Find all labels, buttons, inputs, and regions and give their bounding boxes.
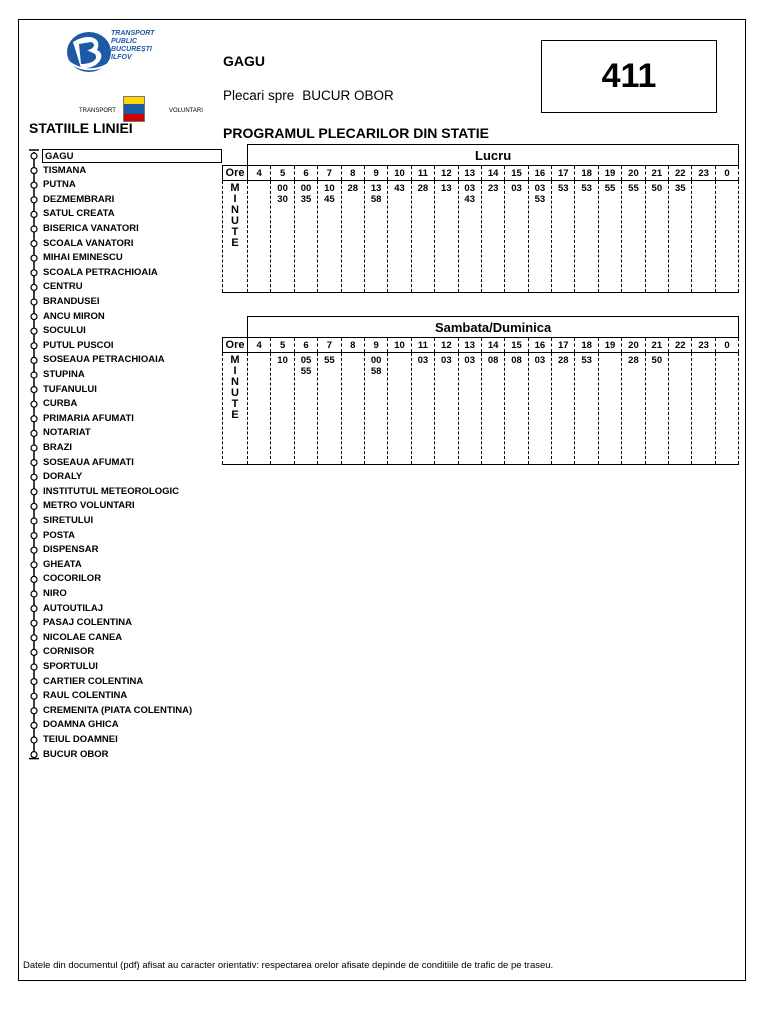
stop-marker bbox=[31, 299, 37, 305]
minutes-cell bbox=[575, 353, 598, 465]
stop-name: CURBA bbox=[43, 398, 78, 410]
departure-minute: 35 bbox=[674, 183, 686, 194]
hour-cell: 9 bbox=[364, 338, 387, 353]
departure-minute: 53 bbox=[581, 183, 592, 194]
hour-cell: 15 bbox=[505, 166, 528, 181]
hour-cell: 10 bbox=[388, 166, 411, 181]
minutes-cell bbox=[458, 353, 481, 465]
stop-marker bbox=[31, 211, 37, 217]
minutes-cell bbox=[318, 181, 341, 293]
hour-cell: 15 bbox=[505, 338, 528, 353]
stop-marker bbox=[31, 562, 37, 568]
departure-minute: 28 bbox=[417, 183, 429, 194]
departure-minute: 35 bbox=[300, 194, 312, 205]
minutes-label-letter: I bbox=[233, 365, 237, 377]
stop-marker bbox=[31, 153, 37, 159]
minutes-cell bbox=[458, 181, 481, 293]
stop-marker bbox=[31, 503, 37, 509]
minutes-cell bbox=[318, 353, 341, 465]
departure-minute: 00 bbox=[277, 183, 288, 194]
hours-label: Ore bbox=[223, 166, 248, 181]
stop-name: NOTARIAT bbox=[43, 427, 91, 439]
departure-minute: 53 bbox=[581, 355, 592, 366]
route-number: 411 bbox=[541, 40, 717, 113]
hour-cell: 17 bbox=[552, 338, 575, 353]
stop-name: SPORTULUI bbox=[43, 661, 98, 672]
departure-minute: 03 bbox=[511, 183, 522, 194]
footer-note: Datele din documentul (pdf) afisat au caracter orientativ: respectarea orelor afisate depinde de conditiile de trafic de pe traseu. bbox=[23, 960, 554, 971]
stop-name: CENTRU bbox=[43, 281, 83, 293]
hour-cell: 17 bbox=[552, 166, 575, 181]
logo-voluntari-label: VOLUNTARI bbox=[169, 108, 203, 114]
stop-name: BRAZI bbox=[43, 442, 73, 453]
minutes-cell bbox=[552, 181, 575, 293]
hour-cell: 23 bbox=[692, 166, 715, 181]
stop-name: SCOALA PETRACHIOAIA bbox=[43, 266, 158, 278]
departure-minute: 30 bbox=[277, 194, 288, 205]
stop-name: METRO VOLUNTARI bbox=[43, 500, 135, 512]
minutes-cell bbox=[388, 181, 411, 293]
stop-marker bbox=[31, 197, 37, 203]
hour-cell: 7 bbox=[318, 166, 341, 181]
stop-marker bbox=[31, 606, 37, 612]
stop-name: BUCUR OBOR bbox=[43, 748, 109, 760]
stop-name: INSTITUTUL METEOROLOGIC bbox=[43, 485, 179, 497]
day-type-title: Lucru bbox=[248, 145, 739, 166]
blank-cell bbox=[223, 145, 248, 166]
stop-marker bbox=[31, 387, 37, 393]
minutes-label-letter: M bbox=[230, 354, 240, 366]
current-stop: GAGU bbox=[42, 149, 222, 163]
departure-minute: 53 bbox=[557, 183, 569, 194]
minutes-cell bbox=[715, 181, 738, 293]
stop-marker bbox=[31, 168, 37, 174]
hour-cell: 18 bbox=[575, 338, 598, 353]
departure-minute: 58 bbox=[370, 194, 382, 205]
minutes-label bbox=[223, 181, 248, 293]
departure-minute: 50 bbox=[651, 355, 663, 366]
minutes-cell bbox=[692, 353, 715, 465]
hour-cell: 14 bbox=[481, 338, 504, 353]
stop-marker bbox=[31, 226, 37, 232]
stop-name: SOSEAUA AFUMATI bbox=[43, 456, 134, 468]
destination: BUCUR OBOR bbox=[302, 88, 394, 103]
minutes-label-letter: I bbox=[233, 193, 237, 205]
stop-marker bbox=[31, 591, 37, 597]
hour-cell: 14 bbox=[481, 166, 504, 181]
stop-name: TEIUL DOAMNEI bbox=[43, 734, 118, 745]
stop-name: RAUL COLENTINA bbox=[43, 690, 128, 702]
day-type-title: Sambata/Duminica bbox=[248, 317, 739, 338]
minutes-cell bbox=[669, 181, 692, 293]
minutes-label-letter: T bbox=[231, 398, 239, 410]
stop-marker bbox=[31, 679, 37, 685]
schedule-weekday bbox=[222, 144, 739, 293]
logo-emblem-icon bbox=[59, 28, 119, 78]
hour-cell: 8 bbox=[341, 338, 364, 353]
stop-marker bbox=[31, 241, 37, 247]
minutes-label-letter: U bbox=[231, 215, 239, 227]
hour-cell: 13 bbox=[458, 166, 481, 181]
stop-name: SATUL CREATA bbox=[43, 208, 115, 220]
minutes-label-letter: N bbox=[231, 204, 239, 216]
stop-marker bbox=[31, 343, 37, 349]
stop-marker bbox=[31, 576, 37, 582]
departure-minute: 03 bbox=[534, 355, 546, 366]
stop-name: TISMANA bbox=[43, 164, 87, 176]
hour-cell: 22 bbox=[669, 338, 692, 353]
stop-name: POSTA bbox=[43, 529, 76, 541]
stop-marker bbox=[31, 416, 37, 422]
minutes-cell bbox=[481, 181, 504, 293]
stop-marker bbox=[31, 620, 37, 626]
hour-cell: 11 bbox=[411, 338, 434, 353]
minutes-cell bbox=[364, 353, 387, 465]
logo-line: PUBLIC bbox=[111, 38, 138, 45]
minutes-cell bbox=[271, 353, 294, 465]
stop-marker bbox=[31, 533, 37, 539]
hour-cell: 16 bbox=[528, 338, 551, 353]
minutes-cell bbox=[528, 181, 551, 293]
minutes-cell bbox=[575, 181, 598, 293]
minutes-cell bbox=[248, 181, 271, 293]
minutes-label-letter: E bbox=[231, 237, 239, 249]
hour-cell: 7 bbox=[318, 338, 341, 353]
minutes-cell bbox=[622, 353, 645, 465]
stop-name: TUFANULUI bbox=[43, 383, 97, 395]
hour-cell: 6 bbox=[294, 338, 317, 353]
timetable-frame bbox=[18, 19, 746, 981]
hour-cell: 22 bbox=[669, 166, 692, 181]
station-title: GAGU bbox=[223, 53, 265, 69]
hour-cell: 0 bbox=[715, 166, 738, 181]
minutes-cell bbox=[622, 181, 645, 293]
hour-cell: 12 bbox=[435, 166, 458, 181]
minutes-cell bbox=[669, 353, 692, 465]
departure-minute: 28 bbox=[557, 355, 569, 366]
hour-cell: 13 bbox=[458, 338, 481, 353]
departure-minute: 28 bbox=[347, 183, 359, 194]
stop-marker bbox=[31, 460, 37, 466]
departure-minute: 55 bbox=[300, 366, 312, 377]
departure-minute: 05 bbox=[300, 355, 312, 366]
hour-cell: 9 bbox=[364, 166, 387, 181]
departure-minute: 03 bbox=[464, 183, 475, 194]
minutes-label-letter: M bbox=[230, 182, 240, 194]
minutes-cell bbox=[435, 181, 458, 293]
stop-name: SIRETULUI bbox=[43, 515, 94, 526]
stop-name: CARTIER COLENTINA bbox=[43, 675, 144, 687]
hour-cell: 12 bbox=[435, 338, 458, 353]
stop-marker bbox=[31, 270, 37, 276]
stop-name: DOAMNA GHICA bbox=[43, 719, 119, 731]
hour-cell: 4 bbox=[248, 338, 271, 353]
hour-cell: 6 bbox=[294, 166, 317, 181]
stop-marker bbox=[31, 737, 37, 743]
program-title: PROGRAMUL PLECARILOR DIN STATIE bbox=[223, 125, 489, 141]
minutes-cell bbox=[481, 353, 504, 465]
stop-name: PUTNA bbox=[43, 179, 76, 191]
minutes-label bbox=[223, 353, 248, 465]
minutes-cell bbox=[505, 181, 528, 293]
stop-marker bbox=[31, 518, 37, 524]
departure-minute: 55 bbox=[324, 355, 335, 366]
minutes-cell bbox=[505, 353, 528, 465]
stop-name: ANCU MIRON bbox=[43, 310, 105, 322]
departure-minute: 13 bbox=[370, 183, 382, 194]
minutes-cell bbox=[388, 353, 411, 465]
hour-cell: 16 bbox=[528, 166, 551, 181]
minutes-cell bbox=[715, 353, 738, 465]
hour-cell: 20 bbox=[622, 166, 645, 181]
minutes-cell bbox=[435, 353, 458, 465]
stop-marker bbox=[31, 635, 37, 641]
minutes-label-letter: N bbox=[231, 376, 239, 388]
stop-marker bbox=[31, 357, 37, 363]
minutes-cell bbox=[341, 353, 364, 465]
departure-minute: 13 bbox=[441, 183, 452, 194]
stop-name: STUPINA bbox=[43, 369, 85, 380]
stop-name: SOCULUI bbox=[43, 325, 86, 337]
hour-cell: 20 bbox=[622, 338, 645, 353]
direction-label: Plecari spre bbox=[223, 88, 295, 103]
minutes-cell bbox=[598, 353, 621, 465]
stop-name: CREMENITA (PIATA COLENTINA) bbox=[43, 704, 193, 716]
hour-cell: 21 bbox=[645, 338, 668, 353]
departure-minute: 03 bbox=[464, 355, 475, 366]
departure-minute: 08 bbox=[487, 355, 499, 366]
minutes-cell bbox=[552, 353, 575, 465]
departure-minute: 03 bbox=[417, 355, 429, 366]
departure-minute: 55 bbox=[604, 183, 616, 194]
departure-minute: 28 bbox=[628, 355, 639, 366]
hour-cell: 21 bbox=[645, 166, 668, 181]
stop-name: BRANDUSEI bbox=[43, 296, 100, 307]
stop-marker bbox=[31, 284, 37, 290]
schedule-weekend bbox=[222, 316, 739, 465]
hours-label: Ore bbox=[223, 338, 248, 353]
minutes-cell bbox=[645, 181, 668, 293]
stop-name: COCORILOR bbox=[43, 573, 102, 585]
stop-marker bbox=[31, 547, 37, 553]
stop-name: BISERICA VANATORI bbox=[43, 223, 139, 234]
hour-cell: 11 bbox=[411, 166, 434, 181]
stop-marker bbox=[31, 474, 37, 480]
direction-line bbox=[223, 88, 394, 103]
departure-minute: 55 bbox=[628, 183, 639, 194]
hour-cell: 5 bbox=[271, 166, 294, 181]
logo-line: ILFOV bbox=[111, 54, 132, 61]
stop-name: SCOALA VANATORI bbox=[43, 237, 134, 249]
departure-minute: 50 bbox=[651, 183, 663, 194]
stop-marker bbox=[31, 314, 37, 320]
minutes-cell bbox=[692, 181, 715, 293]
stop-marker bbox=[31, 649, 37, 655]
stop-marker bbox=[31, 664, 37, 670]
minutes-cell bbox=[294, 353, 317, 465]
departure-minute: 00 bbox=[370, 355, 382, 366]
stop-marker bbox=[31, 489, 37, 495]
minutes-label-letter: U bbox=[231, 387, 239, 399]
hour-cell: 4 bbox=[248, 166, 271, 181]
minutes-cell bbox=[645, 353, 668, 465]
hour-cell: 10 bbox=[388, 338, 411, 353]
departure-minute: 53 bbox=[534, 194, 546, 205]
departure-minute: 10 bbox=[324, 183, 335, 194]
minutes-label-letter: E bbox=[231, 409, 239, 421]
stop-name: AUTOUTILAJ bbox=[43, 602, 103, 614]
stop-name: DEZMEMBRARI bbox=[43, 193, 115, 205]
hour-cell: 19 bbox=[598, 166, 621, 181]
stop-name: NIRO bbox=[43, 588, 67, 599]
minutes-label-letter: T bbox=[231, 226, 239, 238]
minutes-cell bbox=[411, 181, 434, 293]
stop-name: GHEATA bbox=[43, 558, 82, 570]
stop-name: DISPENSAR bbox=[43, 544, 99, 556]
departure-minute: 43 bbox=[464, 194, 475, 205]
hour-cell: 8 bbox=[341, 166, 364, 181]
minutes-cell bbox=[294, 181, 317, 293]
departure-minute: 58 bbox=[370, 366, 382, 377]
blank-cell bbox=[223, 317, 248, 338]
departure-minute: 43 bbox=[394, 183, 405, 194]
stop-marker bbox=[31, 430, 37, 436]
departure-minute: 45 bbox=[324, 194, 335, 205]
company-logo bbox=[59, 28, 219, 123]
stop-name: MIHAI EMINESCU bbox=[43, 252, 123, 264]
minutes-cell bbox=[364, 181, 387, 293]
stop-marker bbox=[31, 708, 37, 714]
departure-minute: 10 bbox=[277, 355, 288, 366]
stop-marker bbox=[31, 372, 37, 378]
stop-name: NICOLAE CANEA bbox=[43, 631, 123, 643]
hour-cell: 5 bbox=[271, 338, 294, 353]
logo-line: BUCUREȘTI bbox=[111, 46, 152, 53]
stop-name: SOSEAUA PETRACHIOAIA bbox=[43, 354, 165, 366]
minutes-cell bbox=[341, 181, 364, 293]
stop-name: DORALY bbox=[43, 471, 83, 483]
stop-marker bbox=[31, 693, 37, 699]
departure-minute: 00 bbox=[300, 183, 312, 194]
stop-marker bbox=[31, 752, 37, 758]
minutes-cell bbox=[528, 353, 551, 465]
minutes-cell bbox=[271, 181, 294, 293]
route-line-icon bbox=[25, 149, 43, 769]
hour-cell: 23 bbox=[692, 338, 715, 353]
crest-icon bbox=[123, 96, 145, 122]
hour-cell: 0 bbox=[715, 338, 738, 353]
logo-text bbox=[111, 30, 154, 62]
stop-marker bbox=[31, 722, 37, 728]
hour-cell: 19 bbox=[598, 338, 621, 353]
stop-marker bbox=[31, 328, 37, 334]
logo-line: TRANSPORT bbox=[111, 30, 155, 37]
minutes-cell bbox=[248, 353, 271, 465]
logo-transport-label: TRANSPORT bbox=[79, 108, 116, 114]
departure-minute: 23 bbox=[487, 183, 499, 194]
departure-minute: 08 bbox=[511, 355, 522, 366]
stop-marker bbox=[31, 182, 37, 188]
minutes-cell bbox=[598, 181, 621, 293]
departure-minute: 03 bbox=[534, 183, 546, 194]
stop-marker bbox=[31, 255, 37, 261]
hour-cell: 18 bbox=[575, 166, 598, 181]
stop-name: PUTUL PUSCOI bbox=[43, 339, 114, 351]
lines-title: STATIILE LINIEI bbox=[29, 120, 133, 136]
stop-name: PRIMARIA AFUMATI bbox=[43, 412, 134, 424]
stop-marker bbox=[31, 445, 37, 451]
stop-name: PASAJ COLENTINA bbox=[43, 617, 133, 629]
departure-minute: 03 bbox=[441, 355, 452, 366]
minutes-cell bbox=[411, 353, 434, 465]
stop-name: CORNISOR bbox=[43, 646, 95, 658]
stop-marker bbox=[31, 401, 37, 407]
